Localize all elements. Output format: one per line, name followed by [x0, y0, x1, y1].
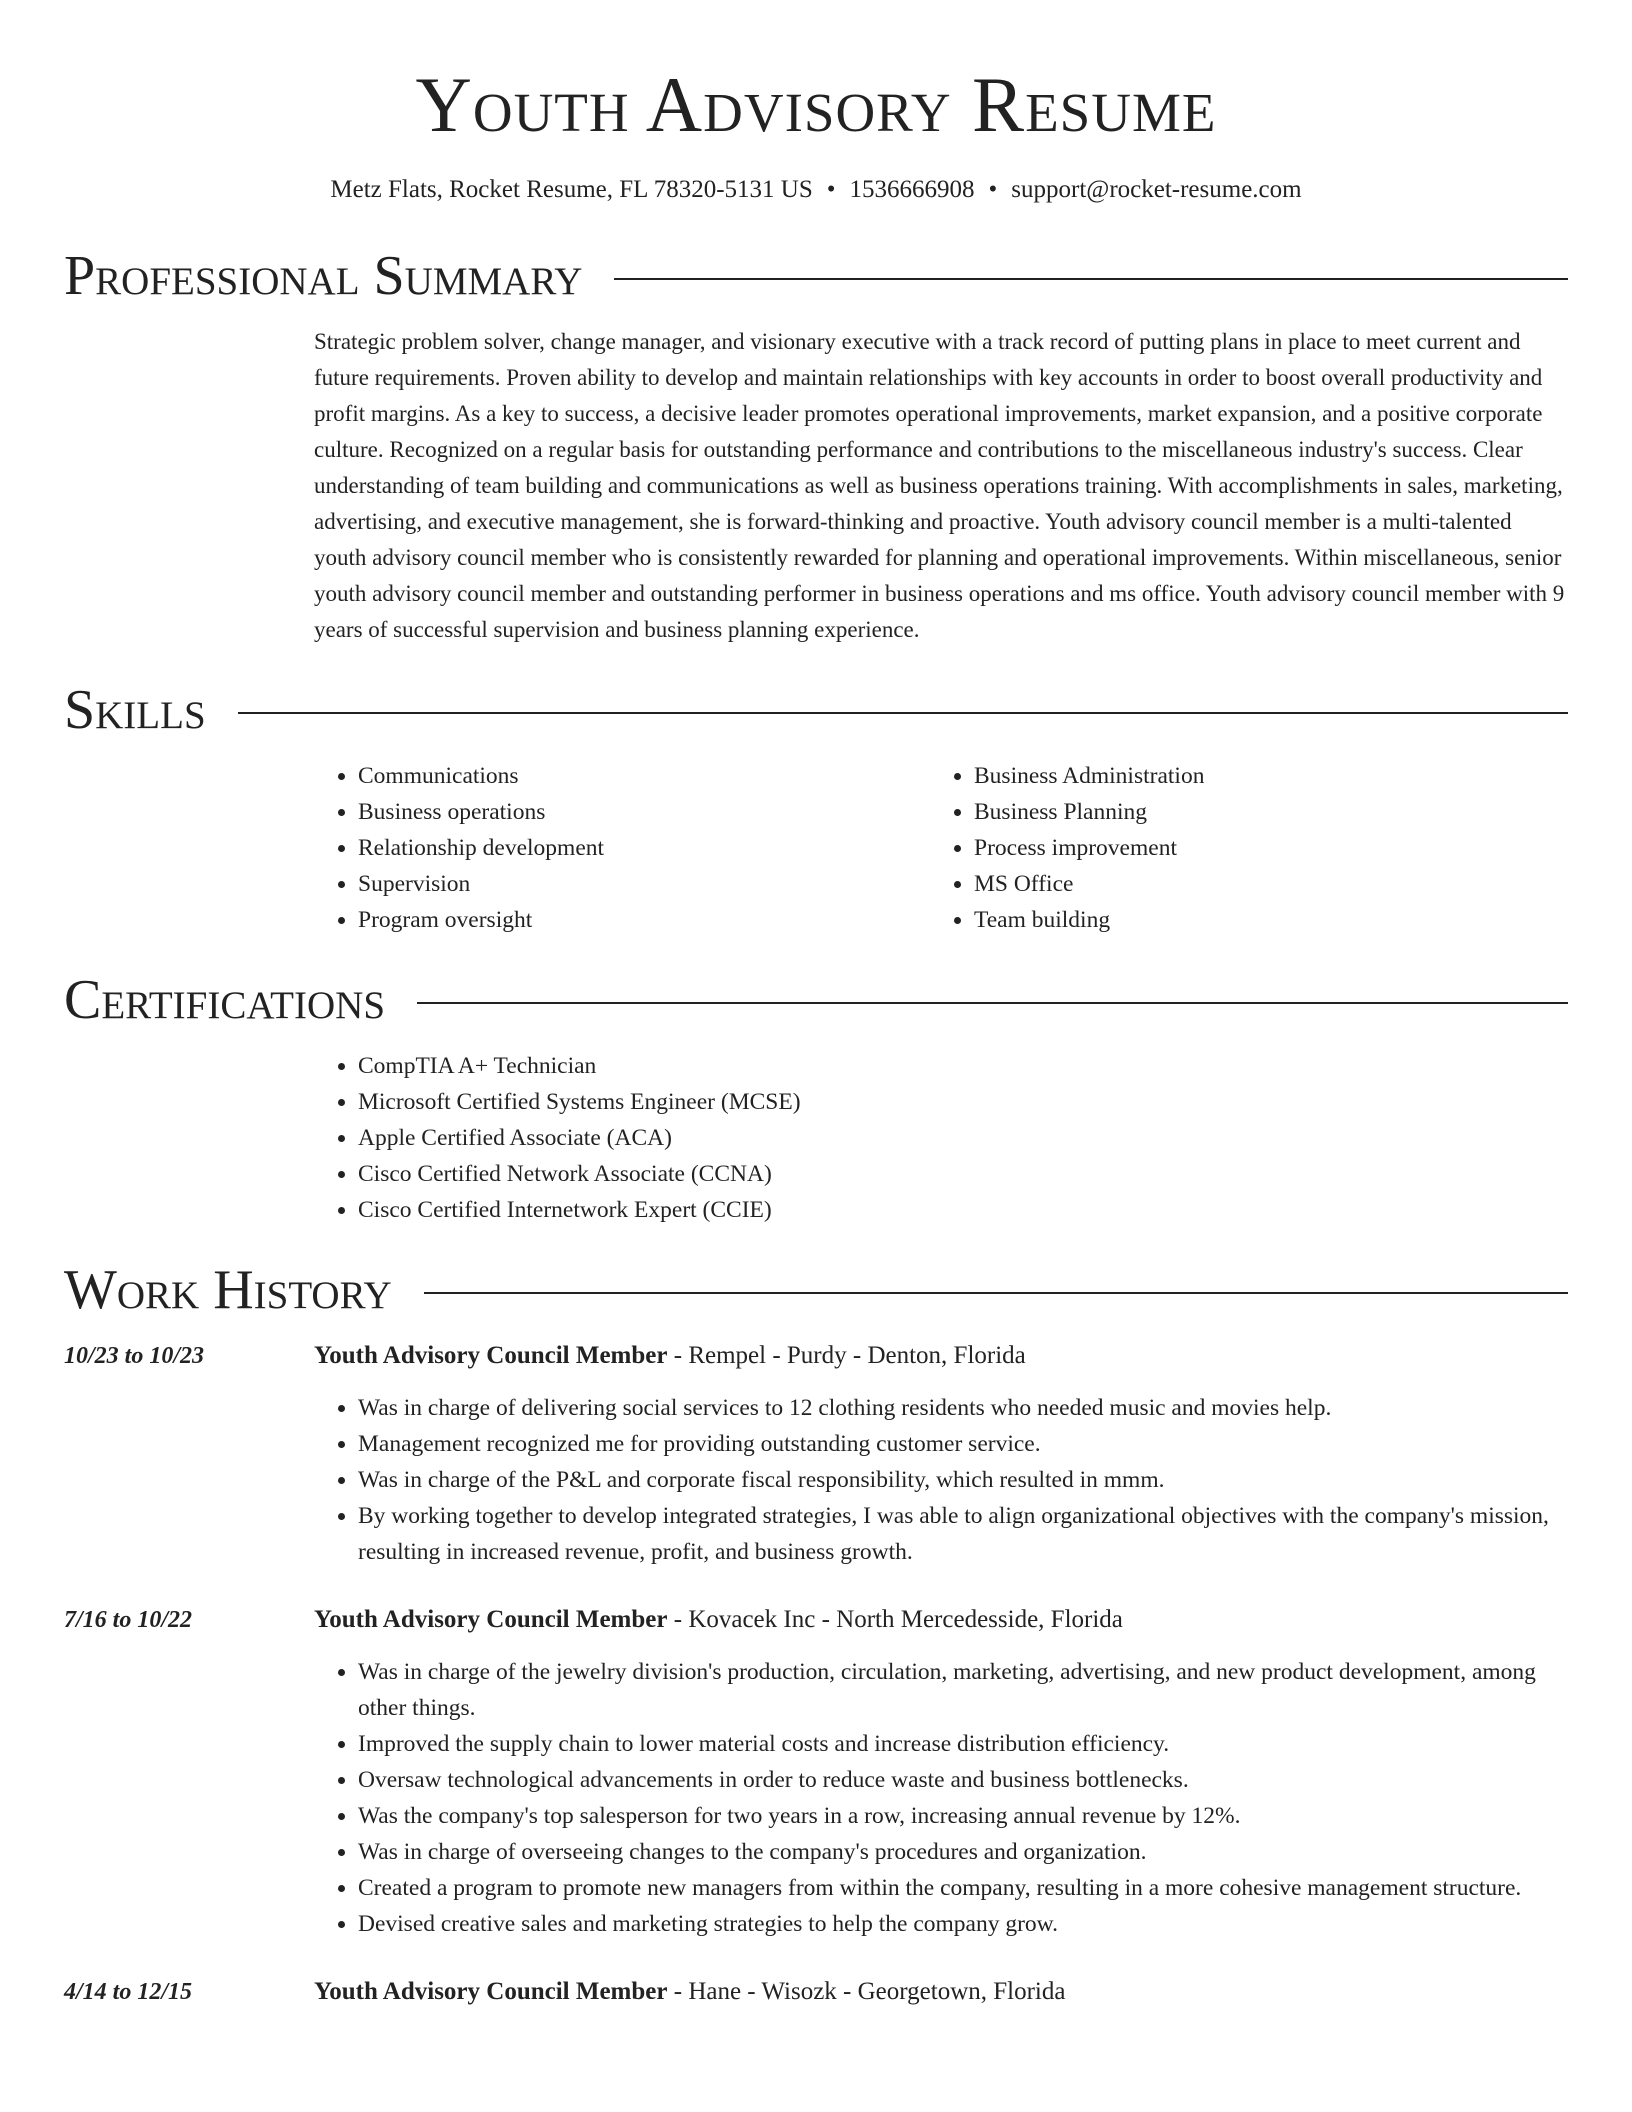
- job-company: Rempel - Purdy - Denton, Florida: [688, 1342, 1026, 1369]
- job-bullets: [314, 1654, 1568, 1942]
- job-bullet: • Oversaw technological advancements in order to reduce waste and business bottlenecks.: [358, 1762, 1568, 1798]
- job-heading: Youth Advisory Council Member - Kovacek Inc - North Mercedesside, Florida: [314, 1606, 1123, 1633]
- job-details: [314, 1602, 1568, 1942]
- skills-list: [314, 758, 1568, 938]
- section-divider: [238, 712, 1568, 714]
- section-divider: [424, 1292, 1568, 1294]
- contact-email[interactable]: support@rocket-resume.com: [1011, 176, 1302, 203]
- skill-item: • Business operations: [358, 794, 930, 830]
- contact-separator: •: [826, 176, 836, 203]
- certifications-list: [314, 1048, 1568, 1228]
- skill-item: • Team building: [974, 902, 1546, 938]
- skill-item: • Process improvement: [974, 830, 1546, 866]
- contact-phone: 1536666908: [849, 176, 975, 203]
- job-bullet: • Created a program to promote new managers from within the company, resulting in a more cohesive management structure.: [358, 1870, 1568, 1906]
- job-bullet: • Was in charge of overseeing changes to the company's procedures and organization.: [358, 1834, 1568, 1870]
- job-entry: [64, 1602, 1568, 1942]
- job-bullet: • Was in charge of delivering social services to 12 clothing residents who needed music and movies help.: [358, 1390, 1568, 1426]
- job-bullet: • Management recognized me for providing outstanding customer service.: [358, 1426, 1568, 1462]
- contact-line: [64, 174, 1568, 206]
- skills-column-left: [314, 758, 930, 938]
- job-bullet: • Improved the supply chain to lower material costs and increase distribution efficiency.: [358, 1726, 1568, 1762]
- contact-separator: •: [988, 176, 998, 203]
- job-dates: 4/14 to 12/15: [64, 1979, 193, 2005]
- certification-item: • Apple Certified Associate (ACA): [358, 1120, 1568, 1156]
- skill-item: • Business Planning: [974, 794, 1546, 830]
- job-dates: 7/16 to 10/22: [64, 1607, 193, 1633]
- certifications-section-title: Certifications: [64, 969, 386, 1031]
- summary-section-header: [64, 244, 1568, 308]
- contact-address: Metz Flats, Rocket Resume, FL 78320-5131 US: [330, 176, 813, 203]
- summary-text: Strategic problem solver, change manager, and visionary executive with a track record of putting plans in place to meet current and future requirements. Proven ability to develop and maintain relationships with key accounts in order to boost overall productivity and profit margins. As a key to success, a decisive leader promotes operational improvements, market expansion, and a positive corporate culture. Recognized on a regular basis for outstanding performance and contributions to the miscellaneous industry's success. Clear understanding of team building and communications as well as business operations training. With accomplishments in sales, marketing, advertising, and executive management, she is forward-thinking and proactive. Youth advisory council member is a multi-talented youth advisory council member who is consistently rewarded for planning and operational improvements. Within miscellaneous, senior youth advisory council member and outstanding performer in business operations and ms office. Youth advisory council member with 9 years of successful supervision and business planning experience.: [314, 329, 1565, 642]
- skill-item: • Communications: [358, 758, 930, 794]
- skill-item: • Supervision: [358, 866, 930, 902]
- job-title: Youth Advisory Council Member: [314, 1342, 668, 1369]
- job-heading: Youth Advisory Council Member - Hane - Wisozk - Georgetown, Florida: [314, 1978, 1066, 2005]
- skill-item: • Program oversight: [358, 902, 930, 938]
- job-bullet: • By working together to develop integrated strategies, I was able to align organizational objectives with the company's mission, resulting in increased revenue, profit, and business growth.: [358, 1498, 1568, 1570]
- skills-column-right: [930, 758, 1546, 938]
- summary-section-title: Professional Summary: [64, 245, 583, 307]
- job-bullet: • Was in charge of the P&L and corporate fiscal responsibility, which resulted in mmm.: [358, 1462, 1568, 1498]
- job-dates: 10/23 to 10/23: [64, 1343, 205, 1369]
- section-divider: [614, 278, 1568, 280]
- job-heading: Youth Advisory Council Member - Rempel - Purdy - Denton, Florida: [314, 1342, 1026, 1369]
- job-bullet: • Was in charge of the jewelry division's production, circulation, marketing, advertising, and new product development, among other things.: [358, 1654, 1568, 1726]
- skills-section-header: [64, 678, 1568, 742]
- skills-section-title: Skills: [64, 679, 206, 741]
- resume-name: Youth Advisory Resume: [415, 61, 1217, 148]
- section-divider: [417, 1002, 1568, 1004]
- certification-item: • CompTIA A+ Technician: [358, 1048, 1568, 1084]
- skill-item: • Business Administration: [974, 758, 1546, 794]
- job-title: Youth Advisory Council Member: [314, 1978, 668, 2005]
- job-entry: [64, 1974, 1568, 2010]
- job-entry: [64, 1338, 1568, 1570]
- certification-item: • Cisco Certified Network Associate (CCNA): [358, 1156, 1568, 1192]
- resume-page: [64, 0, 1568, 2010]
- job-bullet: • Was the company's top salesperson for two years in a row, increasing annual revenue by 12%.: [358, 1798, 1568, 1834]
- job-bullets: [314, 1390, 1568, 1570]
- job-bullet: • Devised creative sales and marketing strategies to help the company grow.: [358, 1906, 1568, 1942]
- job-details: [314, 1974, 1568, 2010]
- work-section-header: [64, 1258, 1568, 1322]
- job-company: Kovacek Inc - North Mercedesside, Florida: [688, 1606, 1123, 1633]
- job-title: Youth Advisory Council Member: [314, 1606, 668, 1633]
- certification-item: • Cisco Certified Internetwork Expert (CCIE): [358, 1192, 1568, 1228]
- certification-item: • Microsoft Certified Systems Engineer (MCSE): [358, 1084, 1568, 1120]
- job-company: Hane - Wisozk - Georgetown, Florida: [688, 1978, 1066, 2005]
- work-section-title: Work History: [64, 1259, 392, 1321]
- skill-item: • Relationship development: [358, 830, 930, 866]
- summary-body: [314, 324, 1568, 648]
- certifications-section-header: [64, 968, 1568, 1032]
- skill-item: • MS Office: [974, 866, 1546, 902]
- job-details: [314, 1338, 1568, 1570]
